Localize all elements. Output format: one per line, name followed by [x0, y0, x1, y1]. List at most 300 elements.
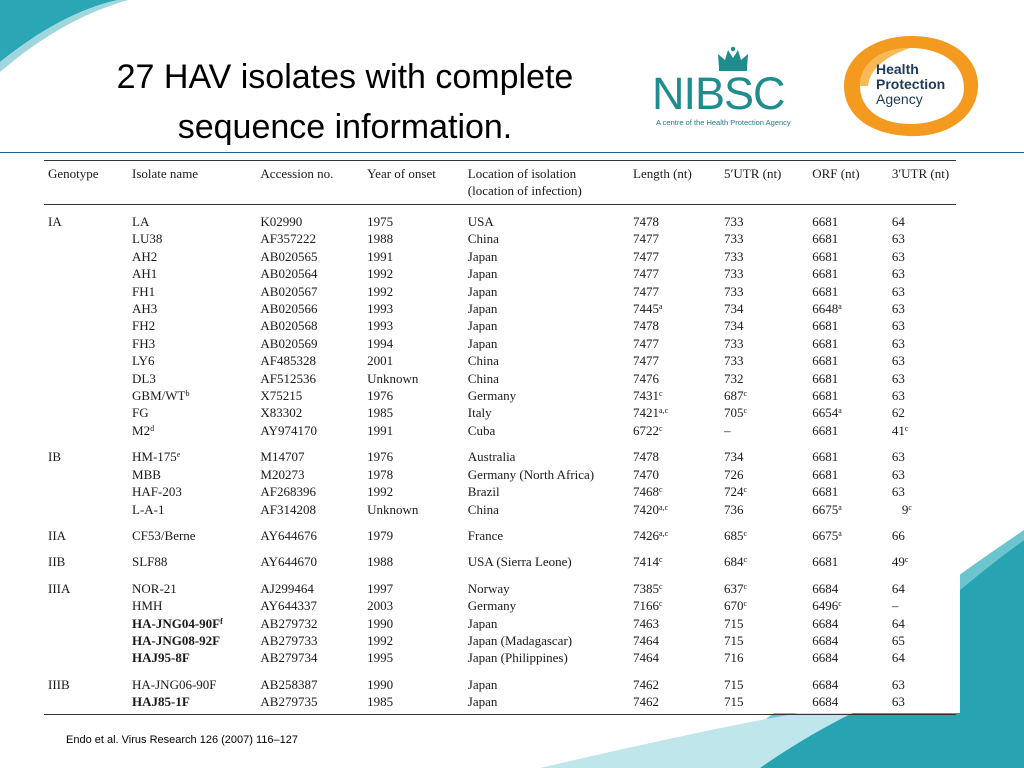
isolate-name-cell — [128, 352, 256, 369]
genotype-cell — [44, 571, 128, 597]
table-row — [44, 404, 956, 421]
location-cell — [464, 632, 629, 649]
orf-cell — [808, 230, 888, 247]
genotype-cell — [44, 518, 128, 544]
table-row — [44, 597, 956, 614]
utr5-cell-value: 733 — [724, 335, 744, 351]
utr5-cell-value: 724 — [724, 484, 744, 500]
utr3-cell — [888, 518, 956, 544]
location-cell-value: Japan (Philippines) — [467, 650, 568, 666]
accession-cell — [256, 387, 363, 404]
title-line-2: sequence information. — [177, 108, 513, 146]
utr5-cell — [720, 466, 808, 483]
location-cell — [464, 265, 629, 282]
accession-cell-value: M14707 — [260, 449, 305, 465]
orf-cell-value: 6684 — [812, 615, 839, 631]
year-cell — [363, 335, 464, 352]
utr5-cell-value: 733 — [724, 231, 744, 247]
isolate-name-cell-value: AH1 — [132, 266, 158, 282]
utr5-cell-value: 734 — [724, 449, 744, 465]
accession-cell — [256, 370, 363, 387]
orf-cell-value: 6675 — [812, 527, 839, 543]
location-cell — [464, 422, 629, 439]
hpa-line-1: Health — [876, 61, 919, 77]
utr5-cell-value: 734 — [724, 318, 744, 334]
footnote-marker: c — [659, 599, 663, 609]
utr5-cell — [720, 483, 808, 500]
hpa-text — [876, 62, 945, 107]
location-cell — [464, 370, 629, 387]
utr3-cell-value: 41 — [891, 422, 905, 438]
utr3-cell-value: 64 — [891, 214, 905, 229]
isolate-name-cell — [128, 483, 256, 500]
utr5-cell-value: 733 — [724, 248, 744, 264]
column-header-line: Length (nt) — [633, 166, 692, 181]
year-cell — [363, 571, 464, 597]
isolate-name-cell-value: HAJ95-8F — [132, 650, 190, 666]
utr3-cell — [888, 501, 956, 518]
accession-cell — [256, 667, 363, 693]
utr5-cell — [720, 352, 808, 369]
title-line-1: 27 HAV isolates with complete — [116, 58, 574, 96]
accession-cell-value: AJ299464 — [260, 580, 314, 596]
isolate-name-cell — [128, 335, 256, 352]
location-cell — [464, 571, 629, 597]
nibsc-wordmark: NIBSC — [652, 68, 785, 119]
location-cell-value: Germany — [467, 598, 517, 614]
isolate-name-cell — [128, 501, 256, 518]
year-cell — [363, 205, 464, 231]
orf-cell — [808, 649, 888, 666]
utr5-cell-value: 736 — [724, 501, 744, 517]
location-cell-value: Japan — [467, 318, 498, 334]
accession-cell-value: AF268396 — [260, 484, 317, 500]
length-cell — [629, 518, 720, 544]
utr3-cell-value: 63 — [891, 388, 905, 404]
genotype-cell — [44, 205, 128, 231]
location-cell — [464, 501, 629, 518]
orf-cell — [808, 387, 888, 404]
location-cell — [464, 615, 629, 632]
location-cell — [464, 404, 629, 421]
orf-cell-value: 6681 — [812, 353, 839, 369]
year-cell — [363, 283, 464, 300]
isolate-name-cell-value: LU38 — [132, 231, 163, 247]
utr5-cell — [720, 501, 808, 518]
accession-cell-value: AB020565 — [260, 248, 318, 264]
nibsc-tagline: A centre of the Health Protection Agency — [656, 118, 791, 127]
isolate-name-cell-value: M2 — [132, 422, 151, 438]
year-cell-value: 1991 — [367, 422, 394, 438]
isolate-name-cell — [128, 370, 256, 387]
utr3-cell — [888, 265, 956, 282]
utr3-cell-value: 63 — [891, 231, 905, 247]
table-row — [44, 439, 956, 465]
table-row — [44, 615, 956, 632]
utr5-cell-value: 684 — [724, 554, 744, 570]
orf-cell-value: 6684 — [812, 676, 839, 692]
orf-cell — [808, 667, 888, 693]
location-cell-value: Japan — [467, 335, 498, 351]
utr5-cell — [720, 248, 808, 265]
utr3-cell — [888, 439, 956, 465]
orf-cell — [808, 370, 888, 387]
column-header-line: Accession no. — [260, 166, 334, 181]
length-cell — [629, 248, 720, 265]
isolate-name-cell-value: AH2 — [132, 248, 158, 264]
length-cell — [629, 317, 720, 334]
footnote-marker: a — [838, 502, 842, 512]
location-cell-value: Brazil — [467, 484, 500, 500]
footnote-marker: a,c — [659, 502, 669, 512]
utr5-cell-value: 715 — [724, 615, 744, 631]
orf-cell-value: 6681 — [812, 554, 839, 570]
utr3-cell — [888, 693, 956, 714]
utr3-cell-value: 62 — [891, 405, 905, 421]
hpa-logo — [842, 32, 982, 140]
column-header — [464, 161, 629, 205]
location-cell-value: USA (Sierra Leone) — [467, 554, 572, 570]
table-row — [44, 544, 956, 570]
accession-cell — [256, 466, 363, 483]
isolate-name-cell — [128, 317, 256, 334]
year-cell — [363, 693, 464, 714]
accession-cell-value: AB020568 — [260, 318, 318, 334]
table-row — [44, 518, 956, 544]
genotype-cell — [44, 422, 128, 439]
utr5-cell-value: 733 — [724, 353, 744, 369]
length-cell-value: 7464 — [633, 632, 660, 648]
utr3-cell — [888, 370, 956, 387]
length-cell — [629, 265, 720, 282]
utr5-cell — [720, 335, 808, 352]
utr3-cell-value: 63 — [891, 266, 905, 282]
accession-cell-value: AF512536 — [260, 370, 317, 386]
table-row — [44, 483, 956, 500]
location-cell-value: Germany (North Africa) — [467, 466, 595, 482]
isolate-name-cell — [128, 300, 256, 317]
isolate-name-cell — [128, 632, 256, 649]
utr3-cell-value: 63 — [891, 335, 905, 351]
length-cell — [629, 300, 720, 317]
length-cell-value: 7431 — [633, 388, 660, 404]
location-cell-value: France — [467, 527, 504, 543]
location-cell — [464, 317, 629, 334]
footnote-marker: c — [743, 389, 748, 399]
accession-cell-value: AB279732 — [260, 615, 318, 631]
year-cell-value: 1992 — [367, 632, 394, 648]
nibsc-logo — [652, 44, 812, 136]
utr3-cell — [888, 205, 956, 231]
orf-cell-value: 6684 — [812, 580, 839, 596]
year-cell — [363, 352, 464, 369]
utr3-cell — [888, 317, 956, 334]
location-cell — [464, 667, 629, 693]
utr3-cell-value: 64 — [891, 580, 905, 596]
year-cell-value: 1976 — [367, 388, 394, 404]
accession-cell-value: AY644337 — [260, 598, 318, 614]
location-cell — [464, 649, 629, 666]
table-row — [44, 571, 956, 597]
utr3-cell-value: 63 — [891, 301, 905, 317]
utr5-cell-value: 705 — [724, 405, 744, 421]
citation: Endo et al. Virus Research 126 (2007) 116–127 — [66, 734, 298, 746]
utr5-cell — [720, 615, 808, 632]
genotype-cell — [44, 265, 128, 282]
genotype-cell — [44, 370, 128, 387]
year-cell-value: Unknown — [367, 501, 419, 517]
year-cell — [363, 387, 464, 404]
utr3-cell-value: 49 — [891, 554, 905, 570]
isolate-name-cell — [128, 466, 256, 483]
utr5-cell — [720, 370, 808, 387]
utr3-cell-value: 63 — [891, 353, 905, 369]
footnote-marker: a — [838, 528, 842, 538]
utr5-cell — [720, 632, 808, 649]
year-cell-value: Unknown — [367, 370, 419, 386]
accession-cell-value: X83302 — [260, 405, 303, 421]
year-cell — [363, 597, 464, 614]
orf-cell — [808, 300, 888, 317]
accession-cell-value: AF485328 — [260, 353, 317, 369]
isolate-name-cell — [128, 248, 256, 265]
year-cell — [363, 667, 464, 693]
orf-cell-value: 6684 — [812, 694, 839, 710]
length-cell-value: 7421 — [633, 405, 660, 421]
orf-cell — [808, 597, 888, 614]
utr5-cell — [720, 667, 808, 693]
utr3-cell-value: 63 — [891, 449, 905, 465]
utr3-cell-value: 63 — [891, 283, 905, 299]
accession-cell-value: X75215 — [260, 388, 303, 404]
genotype-cell — [44, 317, 128, 334]
utr3-cell — [888, 466, 956, 483]
genotype-cell — [44, 693, 128, 714]
table-header-row — [44, 161, 956, 205]
utr5-cell — [720, 404, 808, 421]
utr3-cell-value: – — [891, 598, 899, 614]
table-row — [44, 230, 956, 247]
utr3-cell-value: 63 — [891, 370, 905, 386]
footnote-marker: e — [176, 450, 181, 460]
orf-cell — [808, 283, 888, 300]
location-cell — [464, 205, 629, 231]
length-cell — [629, 615, 720, 632]
table-row — [44, 317, 956, 334]
year-cell-value: 2003 — [367, 598, 394, 614]
accession-cell-value: AB020564 — [260, 266, 318, 282]
orf-cell — [808, 205, 888, 231]
utr5-cell — [720, 597, 808, 614]
year-cell-value: 1990 — [367, 676, 394, 692]
year-cell — [363, 439, 464, 465]
length-cell-value: 7445 — [633, 301, 660, 317]
isolates-table-container — [44, 160, 960, 713]
year-cell-value: 1985 — [367, 405, 394, 421]
genotype-cell — [44, 230, 128, 247]
location-cell — [464, 439, 629, 465]
length-cell-value: 7468 — [633, 484, 660, 500]
isolate-name-cell — [128, 693, 256, 714]
year-cell-value: 1995 — [367, 650, 394, 666]
utr5-cell-value: 715 — [724, 694, 744, 710]
location-cell-value: China — [467, 370, 499, 386]
year-cell — [363, 422, 464, 439]
orf-cell-value: 6681 — [812, 335, 839, 351]
accession-cell-value: AY644676 — [260, 527, 318, 543]
accession-cell — [256, 483, 363, 500]
year-cell-value: 1992 — [367, 283, 394, 299]
year-cell — [363, 518, 464, 544]
isolate-name-cell-value: SLF88 — [132, 554, 168, 570]
accession-cell — [256, 230, 363, 247]
year-cell-value: 1988 — [367, 231, 394, 247]
accession-cell — [256, 544, 363, 570]
table-row — [44, 466, 956, 483]
utr5-cell — [720, 230, 808, 247]
year-cell-value: 1992 — [367, 266, 394, 282]
column-header-line: Year of onset — [367, 166, 436, 181]
orf-cell — [808, 544, 888, 570]
footnote-marker: c — [904, 555, 909, 565]
isolate-name-cell-value: FH3 — [132, 335, 156, 351]
year-cell — [363, 483, 464, 500]
accession-cell-value: AB279735 — [260, 694, 318, 710]
location-cell — [464, 544, 629, 570]
utr3-cell-value: 9 — [901, 501, 909, 517]
location-cell-value: Australia — [467, 449, 516, 465]
location-cell-value: Japan — [467, 615, 498, 631]
length-cell — [629, 632, 720, 649]
genotype-cell — [44, 352, 128, 369]
hpa-line-2: Protection — [876, 76, 946, 92]
length-cell-value: 7462 — [633, 676, 660, 692]
column-header — [256, 161, 363, 205]
utr5-cell-value: 733 — [724, 266, 744, 282]
length-cell-value: 7477 — [633, 266, 660, 282]
orf-cell-value: 6681 — [812, 231, 839, 247]
utr3-cell-value: 63 — [891, 694, 905, 710]
length-cell-value: 7477 — [633, 353, 660, 369]
location-cell-value: USA — [467, 214, 494, 229]
location-cell-value: Japan — [467, 266, 498, 282]
accession-cell — [256, 300, 363, 317]
accession-cell — [256, 205, 363, 231]
length-cell — [629, 404, 720, 421]
orf-cell-value: 6681 — [812, 214, 839, 229]
location-cell-value: Norway — [467, 580, 510, 596]
utr5-cell-value: 687 — [724, 388, 744, 404]
utr5-cell — [720, 283, 808, 300]
genotype-cell — [44, 615, 128, 632]
length-cell — [629, 571, 720, 597]
isolate-name-cell-value: CF53/Berne — [132, 527, 196, 543]
genotype-cell — [44, 248, 128, 265]
genotype-cell-value: IB — [48, 449, 61, 465]
footnote-marker: f — [220, 616, 223, 626]
accession-cell-value: AF314208 — [260, 501, 317, 517]
orf-cell-value: 6684 — [812, 632, 839, 648]
utr3-cell — [888, 352, 956, 369]
column-header-line: Isolate name — [132, 166, 199, 181]
accession-cell-value: AB279734 — [260, 650, 318, 666]
length-cell — [629, 439, 720, 465]
table-row — [44, 248, 956, 265]
utr3-cell — [888, 230, 956, 247]
location-cell-value: Cuba — [467, 422, 496, 438]
table-row — [44, 422, 956, 439]
header-divider — [0, 152, 1024, 153]
location-cell-value: China — [467, 231, 499, 247]
length-cell — [629, 230, 720, 247]
location-cell — [464, 693, 629, 714]
length-cell — [629, 693, 720, 714]
footnote-marker: c — [659, 423, 663, 433]
isolate-name-cell-value: AH3 — [132, 301, 158, 317]
column-header — [808, 161, 888, 205]
utr5-cell — [720, 205, 808, 231]
orf-cell — [808, 335, 888, 352]
utr3-cell — [888, 422, 956, 439]
isolates-table — [44, 160, 956, 715]
location-cell — [464, 387, 629, 404]
isolate-name-cell-value: HA-JNG06-90F — [132, 676, 217, 692]
accession-cell — [256, 352, 363, 369]
length-cell-value: 7478 — [633, 214, 660, 229]
year-cell — [363, 230, 464, 247]
footnote-marker: a — [838, 302, 842, 312]
footnote-marker: c — [659, 485, 663, 495]
year-cell-value: 1976 — [367, 449, 394, 465]
column-header — [629, 161, 720, 205]
utr3-cell — [888, 404, 956, 421]
length-cell — [629, 205, 720, 231]
accession-cell-value: AY974170 — [260, 422, 318, 438]
year-cell-value: 1975 — [367, 214, 394, 229]
table-row — [44, 205, 956, 231]
table-row — [44, 300, 956, 317]
accession-cell-value: M20273 — [260, 466, 305, 482]
location-cell — [464, 483, 629, 500]
utr3-cell — [888, 597, 956, 614]
genotype-cell — [44, 597, 128, 614]
footnote-marker: b — [185, 389, 190, 399]
orf-cell — [808, 518, 888, 544]
utr5-cell — [720, 571, 808, 597]
location-cell — [464, 466, 629, 483]
year-cell-value: 1985 — [367, 694, 394, 710]
accession-cell — [256, 615, 363, 632]
column-header — [44, 161, 128, 205]
isolate-name-cell — [128, 404, 256, 421]
column-header-line: Location of isolation — [467, 166, 577, 181]
year-cell — [363, 300, 464, 317]
accession-cell-value: AB020569 — [260, 335, 318, 351]
length-cell-value: 7463 — [633, 615, 660, 631]
utr3-cell — [888, 632, 956, 649]
utr5-cell — [720, 544, 808, 570]
genotype-cell — [44, 483, 128, 500]
accession-cell — [256, 571, 363, 597]
length-cell-value: 7462 — [633, 694, 660, 710]
orf-cell-value: 6681 — [812, 466, 839, 482]
footnote-marker: a — [838, 406, 842, 416]
accession-cell — [256, 597, 363, 614]
length-cell — [629, 283, 720, 300]
accession-cell-value: AF357222 — [260, 231, 317, 247]
orf-cell — [808, 352, 888, 369]
isolate-name-cell — [128, 283, 256, 300]
